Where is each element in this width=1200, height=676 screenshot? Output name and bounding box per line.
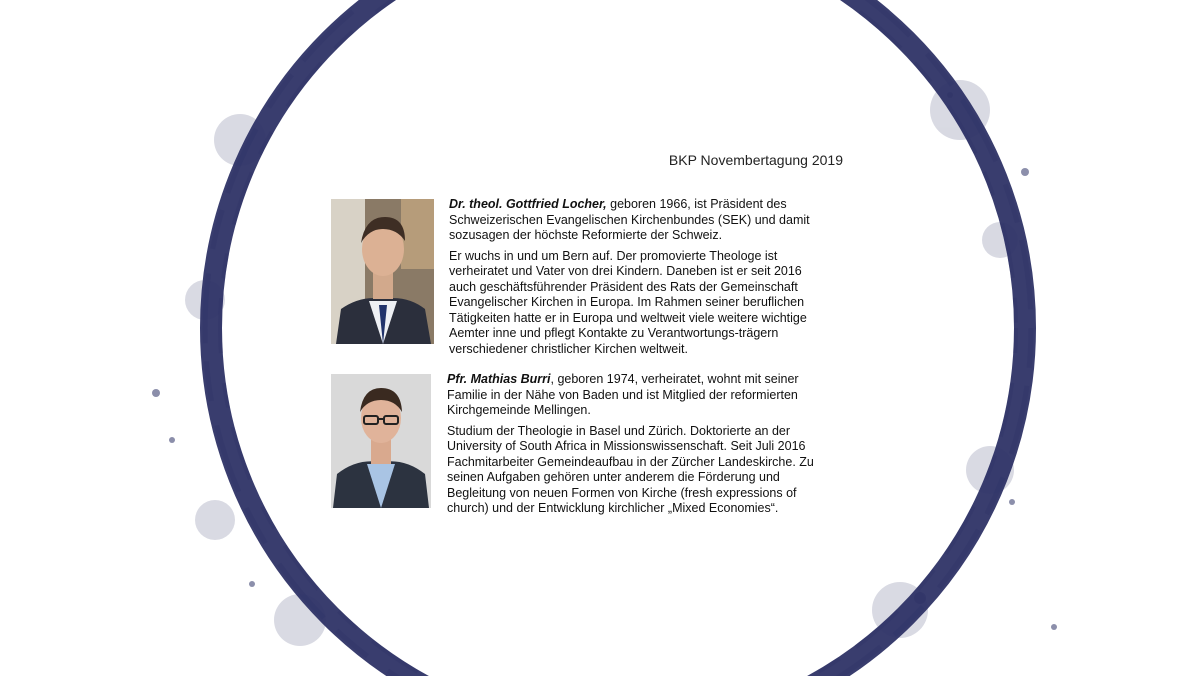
intro-text: geboren 1966, ist Präsident des Schweizerischen Evangelischen Kirchenbundes (SEK) und damit sozusagen der höchste Reformierte der Schweiz. [449,197,810,242]
bio-intro [447,372,827,419]
bio-gottfried-locher [449,197,829,362]
portrait-photo-mathias-burri [331,374,431,508]
bio-text: Er wuchs in und um Bern auf. Der promovierte Theologe ist verheiratet und Vater von drei Kindern. Daneben ist er seit 2016 auch geschäftsführender Präsident des Rats der Gemeinschaft Evangelischer Kirchen in Europa. Im Rahmen seiner beruflichen Tätigkeiten hatte er in Europa und weltweit viele weitere wichtige Aemter inne und pflegt Kontakte zu Verantwortungs-trägern verschiedener christlicher Kirchen weltweit. [449,248,807,356]
bio-mathias-burri [447,372,827,522]
bio-text: Studium der Theologie in Basel und Zürich. Doktorierte an der University of South Africa in Missionswissenschaft. Seit Juli 2016 Fachmitarbeiter Gemeindeaufbau in der Zürcher Landeskirche. Zu seinen Aufgaben gehören unter anderem die Förderung und Begleitung von neuen Formen von Kirche (fresh expressions of church) und der Entwicklung kirchlicher „Mixed Economies“. [447,423,814,515]
person-name: Pfr. Mathias Burri [447,372,551,386]
bio-intro [449,197,829,244]
portrait-photo-gottfried-locher [331,199,434,344]
event-title: BKP Novembertagung 2019 [668,152,843,168]
intro-text: , geboren 1974, verheiratet, wohnt mit seiner Familie in der Nähe von Baden und ist Mitglied der reformierten Kirchgemeinde Mellingen. [447,372,799,417]
person-name: Dr. theol. Gottfried Locher, [449,197,607,211]
